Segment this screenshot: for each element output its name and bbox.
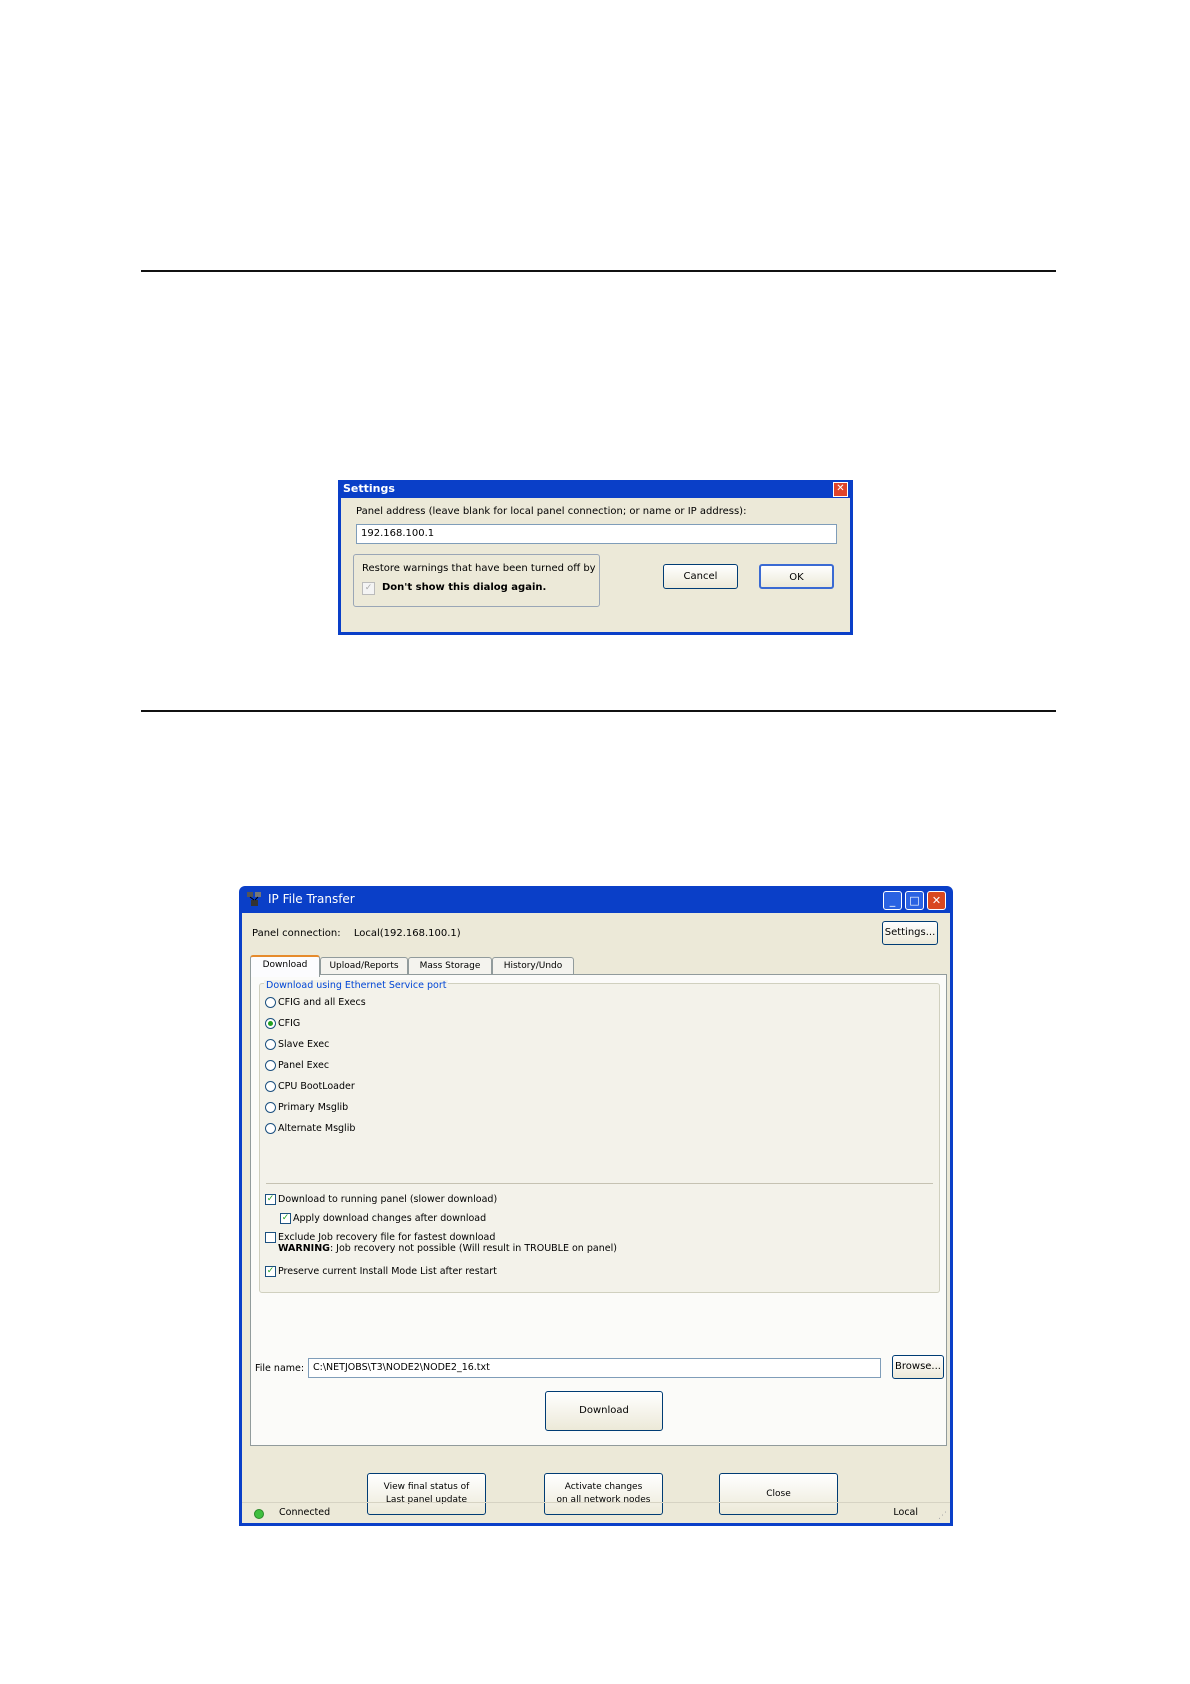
checkbox-label: Exclude Job recovery file for fastest download	[278, 1232, 496, 1243]
panel-connection	[252, 928, 471, 939]
settings-titlebar	[341, 480, 850, 498]
resize-grip-icon[interactable]: ⋰	[938, 1511, 947, 1521]
panel-connection-value: Local(192.168.100.1)	[353, 928, 461, 939]
radio-button[interactable]	[265, 1039, 276, 1050]
close-button[interactable]: Close	[719, 1473, 838, 1515]
file-name-input[interactable]: C:\NETJOBS\T3\NODE2\NODE2_16.txt	[308, 1358, 881, 1378]
checkbox-label-block	[278, 1232, 617, 1254]
checkbox-label: Download to running panel (slower download)	[278, 1194, 498, 1205]
warning-prefix: WARNING	[278, 1243, 330, 1254]
tab-download[interactable]: Download	[250, 955, 320, 977]
checkbox-preserve-install[interactable]	[265, 1266, 497, 1277]
warning-text: : Job recovery not possible (Will result in TROUBLE on panel)	[329, 1243, 617, 1254]
tab-upload-reports[interactable]: Upload/Reports	[320, 957, 408, 975]
file-name-label: File name:	[255, 1363, 305, 1374]
ip-file-transfer-window	[239, 886, 953, 1526]
download-options-group	[259, 980, 940, 1293]
ip-window-title: IP File Transfer	[268, 892, 355, 906]
button-line: on all network nodes	[556, 1495, 651, 1505]
download-tab-panel	[250, 974, 947, 1446]
checkbox-checked[interactable]: ✓	[266, 1194, 275, 1204]
ip-client-area	[242, 913, 950, 1523]
tab-history-undo[interactable]: History/Undo	[492, 957, 574, 975]
restore-warnings-group	[353, 554, 600, 607]
checkbox-exclude-job[interactable]	[265, 1232, 617, 1254]
connection-status-icon	[254, 1509, 264, 1519]
radio-label: Slave Exec	[278, 1038, 330, 1050]
button-line: Last panel update	[385, 1495, 468, 1505]
status-text: Connected	[279, 1507, 331, 1518]
radio-label: CPU BootLoader	[278, 1080, 355, 1092]
network-app-icon	[247, 892, 262, 906]
download-button[interactable]: Download	[545, 1391, 663, 1431]
restore-warnings-text: Restore warnings that have been turned off by	[362, 563, 596, 574]
options-separator	[266, 1183, 933, 1184]
minimize-icon[interactable]: _	[883, 891, 902, 910]
checkbox-checked[interactable]: ✓	[266, 1266, 275, 1276]
dont-show-label: Don't show this dialog again.	[382, 582, 547, 593]
checkbox-checked[interactable]: ✓	[281, 1213, 290, 1223]
radio-panel-exec[interactable]	[265, 1058, 329, 1072]
ip-titlebar	[242, 886, 950, 913]
radio-button[interactable]	[265, 1081, 276, 1092]
panel-address-input[interactable]: 192.168.100.1	[356, 524, 837, 544]
close-icon[interactable]: ✕	[927, 891, 946, 910]
settings-button[interactable]: Settings...	[882, 921, 938, 945]
warning-line	[278, 1243, 617, 1254]
radio-cfig-all-execs[interactable]	[265, 995, 366, 1009]
radio-alternate-msglib[interactable]	[265, 1121, 355, 1135]
settings-body	[341, 498, 850, 632]
settings-dialog	[338, 480, 853, 635]
ok-button[interactable]: OK	[759, 564, 834, 589]
maximize-icon[interactable]: □	[905, 891, 924, 910]
checkbox-running-panel[interactable]	[265, 1194, 497, 1205]
cancel-button[interactable]: Cancel	[663, 564, 738, 589]
tab-mass-storage[interactable]: Mass Storage	[408, 957, 492, 975]
radio-button[interactable]	[265, 1060, 276, 1071]
radio-cpu-bootloader[interactable]	[265, 1079, 355, 1093]
status-bar	[242, 1502, 950, 1523]
button-line: View final status of	[383, 1482, 470, 1492]
top-divider	[141, 270, 1056, 272]
checkbox-label: Preserve current Install Mode List after restart	[278, 1266, 497, 1277]
radio-label: Alternate Msglib	[278, 1122, 356, 1134]
close-icon[interactable]: ✕	[833, 482, 848, 497]
checkbox-label: Apply download changes after download	[293, 1213, 487, 1224]
middle-divider	[141, 710, 1056, 712]
panel-address-label: Panel address (leave blank for local panel connection; or name or IP address):	[356, 506, 747, 517]
checkbox-apply-changes[interactable]	[280, 1213, 486, 1224]
button-line: Activate changes	[564, 1482, 643, 1492]
radio-button[interactable]	[265, 997, 276, 1008]
panel-connection-label: Panel connection:	[252, 928, 341, 939]
settings-title: Settings	[343, 482, 395, 495]
radio-slave-exec[interactable]	[265, 1037, 329, 1051]
radio-cfig[interactable]	[265, 1016, 300, 1030]
status-mode: Local	[893, 1507, 918, 1518]
radio-label: CFIG and all Execs	[278, 996, 366, 1008]
radio-label: Panel Exec	[278, 1059, 330, 1071]
group-title: Download using Ethernet Service port	[266, 980, 447, 991]
radio-button[interactable]	[265, 1123, 276, 1134]
radio-button-selected[interactable]	[265, 1018, 276, 1029]
radio-button[interactable]	[265, 1102, 276, 1113]
radio-primary-msglib[interactable]	[265, 1100, 348, 1114]
radio-label: CFIG	[278, 1017, 301, 1029]
radio-label: Primary Msglib	[278, 1101, 349, 1113]
dont-show-checkbox[interactable]: ✓	[362, 582, 375, 595]
checkbox-unchecked[interactable]	[265, 1232, 276, 1243]
browse-button[interactable]: Browse...	[892, 1355, 944, 1379]
